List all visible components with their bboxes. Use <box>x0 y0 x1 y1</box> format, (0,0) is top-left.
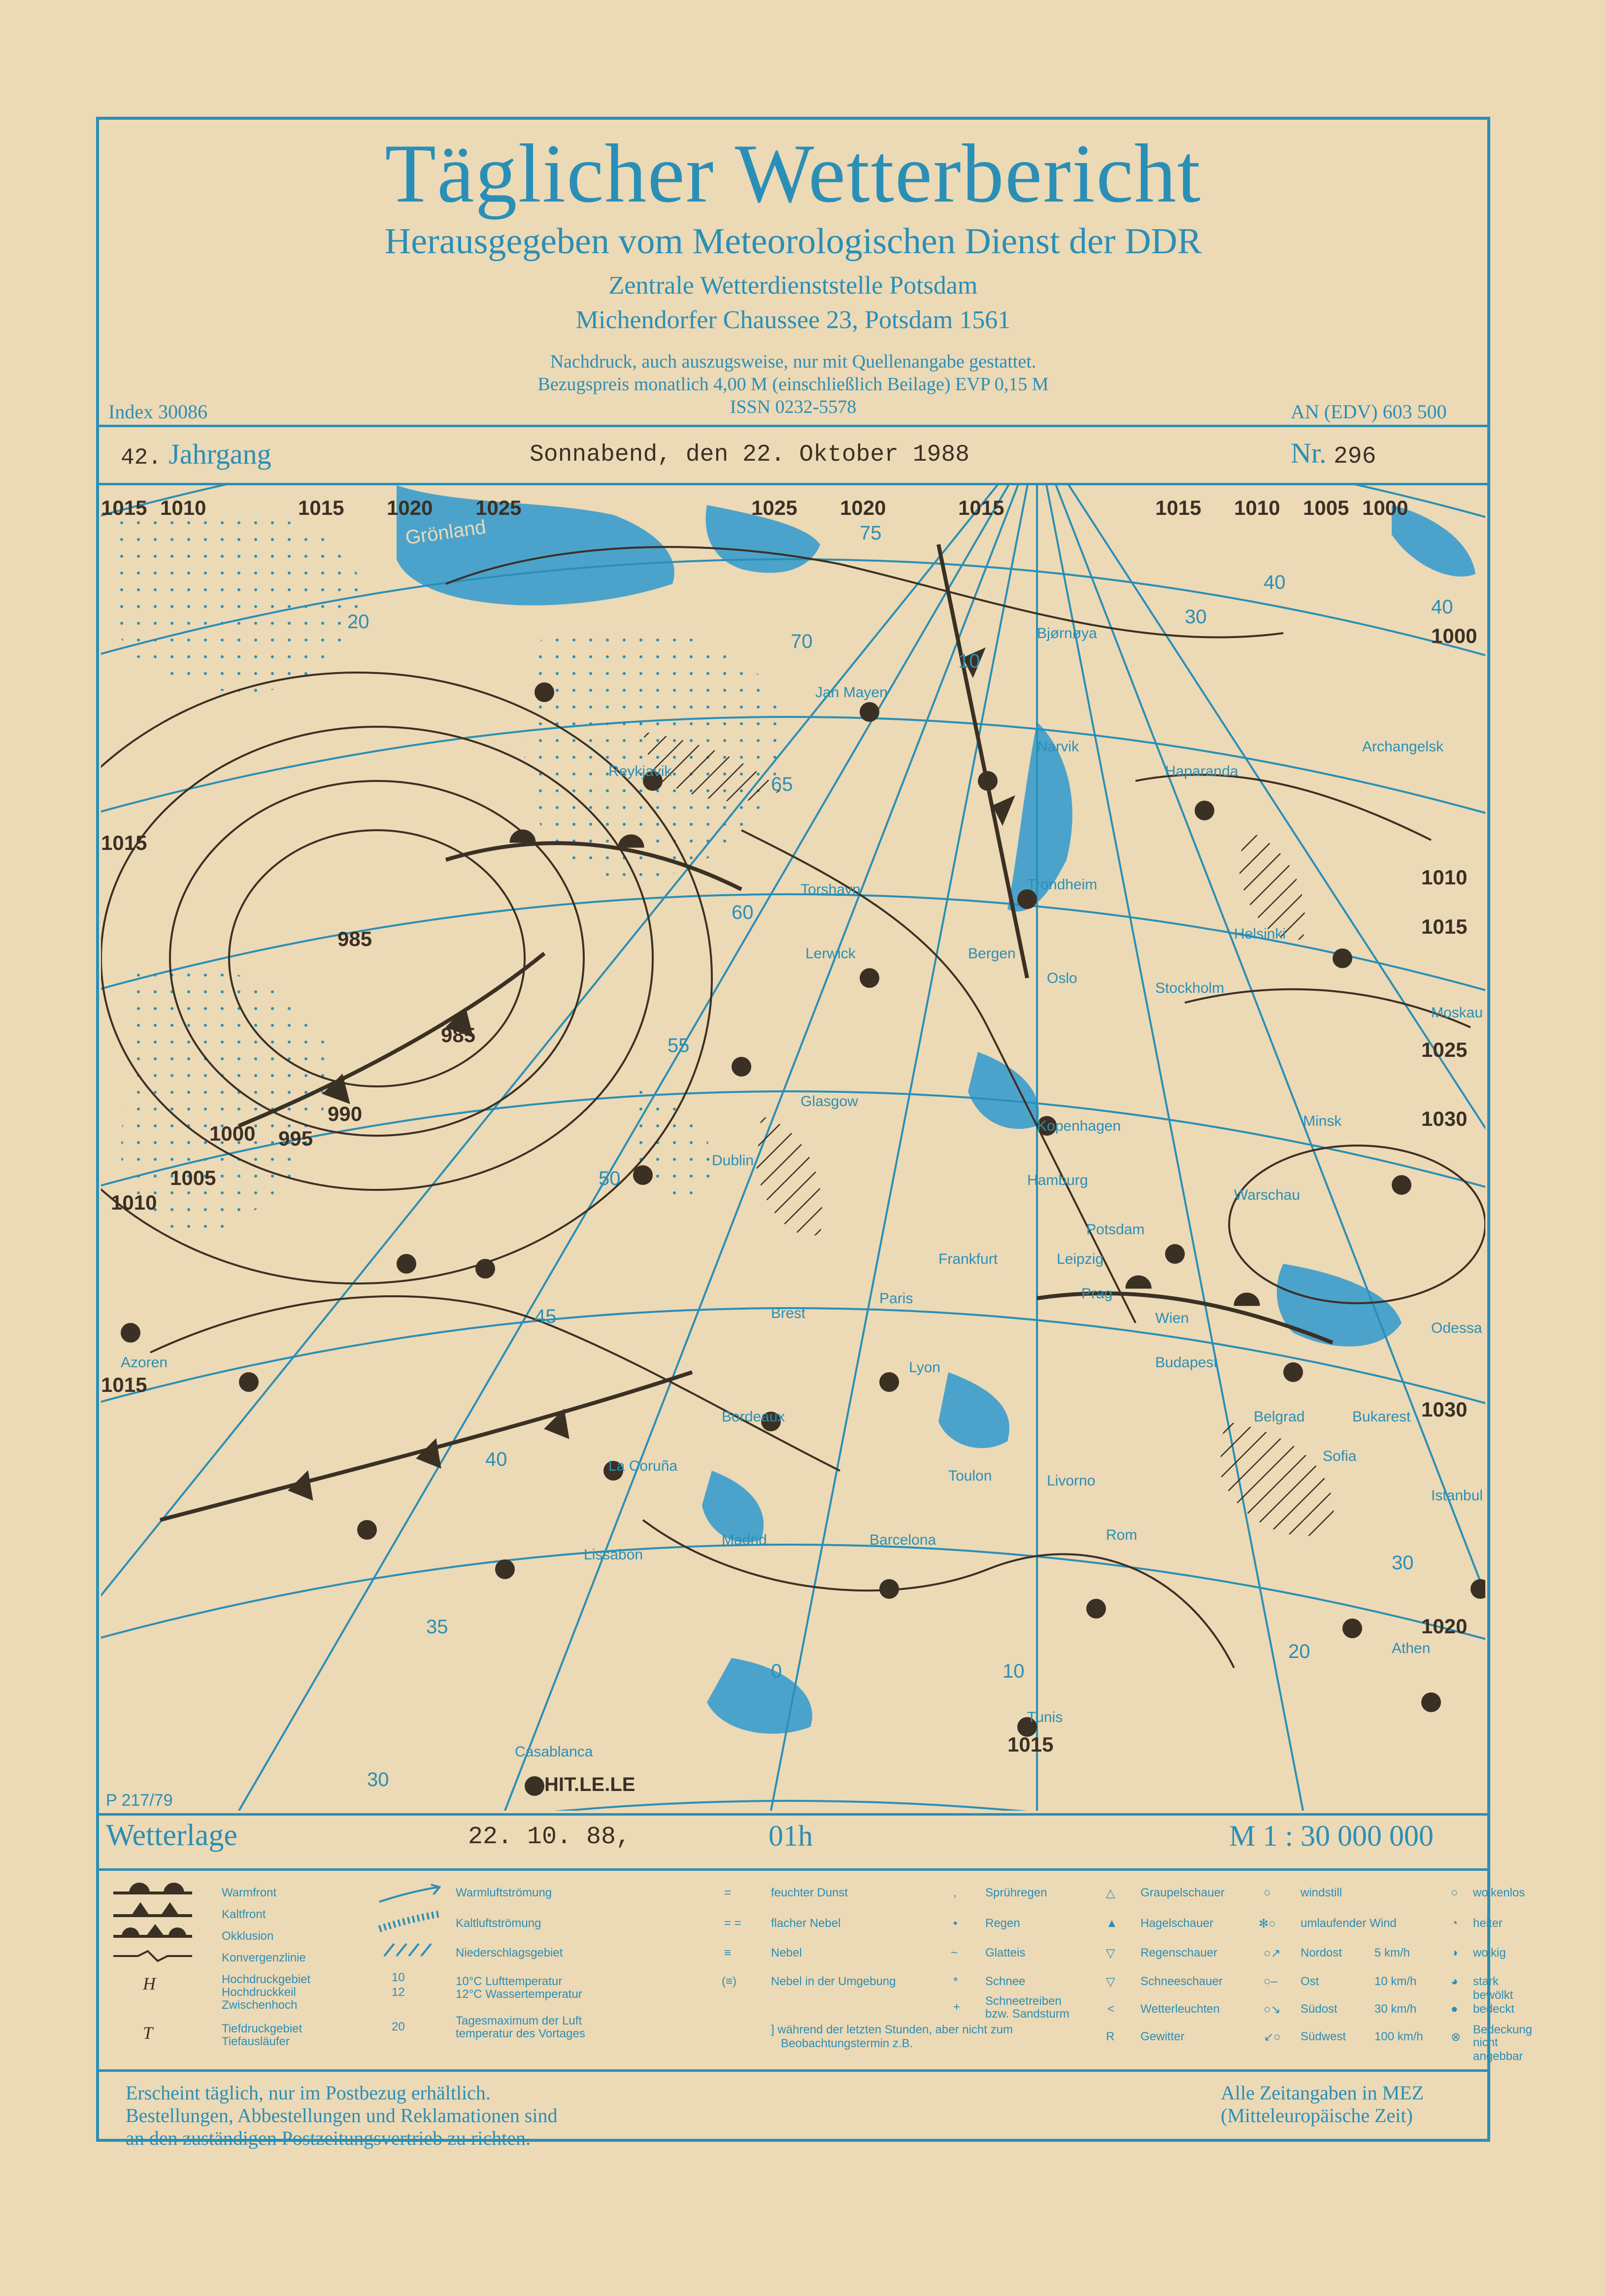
legend-tiefauslaufer: Tiefausläufer <box>222 2035 290 2048</box>
stark-bewoelkt-icon: ◕ <box>1451 1975 1458 1988</box>
legend-schneeschauer: Schneeschauer <box>1140 1975 1223 1988</box>
label-casablanca: Casablanca <box>515 1744 593 1760</box>
isobar-value: 985 <box>337 927 372 950</box>
graticule-labels <box>347 522 1453 1790</box>
lon-label: 10 <box>958 650 980 672</box>
isobar-value: 1020 <box>387 496 433 519</box>
legend-glatteis: Glatteis <box>985 1946 1026 1959</box>
wetterleuchten-icon: < <box>1107 2002 1115 2016</box>
label-kopenhagen: Kopenhagen <box>1037 1118 1121 1134</box>
sprühregen-icon: , <box>953 1886 957 1899</box>
legend-schneetreiben: Schneetreiben <box>985 1994 1062 2008</box>
label-frankfurt: Frankfurt <box>938 1251 998 1267</box>
label-odessa: Odessa <box>1431 1320 1482 1336</box>
label-azoren: Azoren <box>121 1354 168 1371</box>
legend-niederschlag: Niederschlagsgebiet <box>456 1946 563 1959</box>
suedwest-icon: ↙○ <box>1264 2030 1281 2044</box>
label-hamburg: Hamburg <box>1027 1172 1088 1188</box>
label-potsdam: Potsdam <box>1086 1221 1145 1238</box>
legend-suedost: Südost <box>1301 2002 1338 2016</box>
legend-lufttemp: 10°C Lufttemperatur <box>456 1975 563 1988</box>
label-paris: Paris <box>879 1290 913 1307</box>
label-torshavn: Torshavn <box>801 881 861 898</box>
isobar-value: 1025 <box>751 496 798 519</box>
legend-graupel: Graupelschauer <box>1140 1886 1225 1899</box>
label-sofia: Sofia <box>1323 1448 1357 1464</box>
isobar-value: 985 <box>441 1023 476 1047</box>
regen-icon: • <box>953 1917 958 1930</box>
label-groenland: Grönland <box>404 516 488 549</box>
isobar-value: 1020 <box>840 496 886 519</box>
bedeckt-icon: ● <box>1451 2002 1458 2016</box>
label-toulon: Toulon <box>948 1468 992 1484</box>
isobar-value: 1005 <box>170 1166 216 1189</box>
legend-feuchter-dunst: feuchter Dunst <box>771 1886 848 1899</box>
label-bergen: Bergen <box>968 945 1016 962</box>
label-dublin: Dublin <box>712 1152 754 1169</box>
index-number: Index 30086 <box>108 401 208 423</box>
heiter-icon: ◔ <box>1451 1917 1458 1930</box>
lat-label: 35 <box>426 1616 448 1638</box>
legend-konvergenz: Konvergenzlinie <box>222 1951 306 1964</box>
lon-label: 0 <box>771 1660 782 1682</box>
label-rom: Rom <box>1106 1527 1137 1543</box>
wolkig-icon: ◑ <box>1451 1946 1458 1959</box>
legend-umlaufend: umlaufender Wind <box>1301 1917 1397 1930</box>
schneeschauer-icon: ▽ <box>1106 1975 1115 1989</box>
legend-flacher-nebel: flacher Nebel <box>771 1917 841 1930</box>
legend-sym-10: 10 <box>392 1971 405 1984</box>
label-belgrad: Belgrad <box>1254 1409 1305 1425</box>
legend-wetterleuchten: Wetterleuchten <box>1140 2002 1220 2016</box>
legend-note1: ] während der letzten Stunden, aber nicht zum <box>771 2023 1013 2036</box>
svg-text:H: H <box>143 1974 156 1993</box>
print-code: P 217/79 <box>106 1791 173 1810</box>
isobar-value: 1000 <box>1362 496 1408 519</box>
label-oslo: Oslo <box>1047 970 1077 986</box>
legend-wolkenlos: wolkenlos <box>1473 1886 1525 1899</box>
legend-flow-symbols <box>374 1882 448 1966</box>
legend-suedwest: Südwest <box>1301 2030 1346 2043</box>
isobar-value: 995 <box>278 1127 313 1150</box>
isobar-value: 1015 <box>1007 1733 1054 1756</box>
lon-label: 10 <box>1003 1660 1025 1682</box>
isobar-value: 1030 <box>1421 1107 1468 1130</box>
label-stockholm: Stockholm <box>1155 980 1225 996</box>
isobar-value: 1015 <box>298 496 344 519</box>
footer-divider <box>96 2069 1490 2072</box>
legend-nebel-icon: ≡ <box>724 1946 732 1959</box>
address: Michendorfer Chaussee 23, Potsdam 1561 <box>575 306 1011 334</box>
legend-hochdruck: Hochdruckgebiet <box>222 1973 311 1986</box>
price-note: Bezugspreis monatlich 4,00 M (einschließlich Beilage) EVP 0,15 M <box>537 374 1049 395</box>
label-tunis: Tunis <box>1027 1709 1063 1725</box>
label-moskau: Moskau <box>1431 1005 1483 1021</box>
legend-nebel: Nebel <box>771 1946 802 1959</box>
warm-front <box>446 830 1333 1343</box>
legend-nicht-angebbar: nicht angebbar <box>1473 2036 1523 2063</box>
isobar-value: 1015 <box>101 1373 147 1396</box>
label-wien: Wien <box>1155 1310 1189 1326</box>
label-istanbul: Istanbul <box>1431 1487 1483 1504</box>
weather-map <box>101 485 1485 1811</box>
label-glasgow: Glasgow <box>801 1093 858 1110</box>
glatteis-icon: ~ <box>951 1946 958 1959</box>
lat-label: 75 <box>860 522 882 544</box>
label-reykjavik: Reykjavik <box>608 763 672 779</box>
issue-date: Sonnabend, den 22. Oktober 1988 <box>530 441 970 468</box>
legend-sym-20: 20 <box>392 2020 405 2033</box>
isobar-value: 1010 <box>1421 866 1468 889</box>
label-lyon: Lyon <box>909 1359 940 1376</box>
lon-label: 30 <box>1185 606 1207 628</box>
gewitter-icon: R <box>1106 2030 1115 2043</box>
label-atlas: HIT.LE.LE <box>544 1774 635 1795</box>
label-haparanda: Haparanda <box>1165 763 1238 779</box>
legend-warmfront: Warmfront <box>222 1886 277 1899</box>
label-la-coruna: La Coruña <box>608 1458 678 1474</box>
legend-dunst-icon: = <box>724 1886 732 1899</box>
graupel-icon: △ <box>1106 1887 1115 1900</box>
label-bjornoya: Bjørnøya <box>1037 625 1097 642</box>
speed-10: 10 km/h <box>1374 1975 1417 1988</box>
issue-number <box>1291 437 1376 470</box>
legend-flachnebel-icon: = = <box>724 1917 741 1930</box>
legend-tiefdruck: Tiefdruckgebiet <box>222 2022 302 2035</box>
footer-left <box>126 2082 558 2150</box>
umlaufend-icon: ✻○ <box>1259 1917 1276 1930</box>
lat-label: 65 <box>771 774 793 795</box>
legend-note2: Beobachtungstermin z.B. <box>781 2037 913 2050</box>
label-helsinki: Helsinki <box>1234 926 1286 942</box>
legend-ost: Ost <box>1301 1975 1319 1988</box>
footer-right <box>1221 2082 1424 2127</box>
page-title: Täglicher Wetterbericht <box>385 127 1202 220</box>
wolkenlos-icon: ○ <box>1451 1886 1458 1899</box>
isobar-value: 1015 <box>958 496 1004 519</box>
label-lerwick: Lerwick <box>805 945 856 962</box>
label-warschau: Warschau <box>1234 1187 1300 1203</box>
lon-label: 40 <box>1264 572 1286 593</box>
legend-nordost: Nordost <box>1301 1946 1342 1959</box>
isobar-value: 1010 <box>111 1191 157 1214</box>
isobar-value: 1005 <box>1303 496 1349 519</box>
svg-text:T: T <box>143 2023 153 2043</box>
lon-label: 30 <box>1392 1552 1414 1574</box>
speed-100: 100 km/h <box>1374 2030 1423 2043</box>
speed-30: 30 km/h <box>1374 2002 1417 2016</box>
legend-windstill: windstill <box>1301 1886 1342 1899</box>
ost-icon: ○– <box>1264 1975 1277 1988</box>
legend-top-border <box>96 1868 1490 1871</box>
label-lissabon: Lissabon <box>584 1547 643 1563</box>
legend-front-symbols <box>108 1882 197 2050</box>
an-edv-number: AN (EDV) 603 500 <box>1291 401 1447 423</box>
lat-label: 60 <box>732 902 754 923</box>
legend-zwischenhoch: Zwischenhoch <box>222 1998 298 2012</box>
legend-sym-12: 12 <box>392 1986 405 1999</box>
lat-label: 30 <box>367 1769 389 1790</box>
legend-sandsturm: bzw. Sandsturm <box>985 2007 1070 2021</box>
label-leipzig: Leipzig <box>1057 1251 1104 1267</box>
isobar-value: 1025 <box>475 496 522 519</box>
footer-line2: Bestellungen, Abbestellungen und Reklamationen sind <box>126 2104 558 2127</box>
nicht-angebbar-icon: ⊗ <box>1451 2030 1461 2044</box>
label-archangelsk: Archangelsk <box>1362 739 1444 755</box>
header-divider <box>96 425 1490 427</box>
legend-hochdruckkeil: Hochdruckkeil <box>222 1986 296 1999</box>
label-athen: Athen <box>1392 1640 1431 1656</box>
legend-gewitter: Gewitter <box>1140 2030 1185 2043</box>
schnee-icon: * <box>953 1975 958 1988</box>
legend-regenschauer: Regenschauer <box>1140 1946 1218 1959</box>
legend-wolkig: wolkig <box>1473 1946 1506 1959</box>
footer-line1: Erscheint täglich, nur im Postbezug erhältlich. <box>126 2082 491 2104</box>
legend-warmluft: Warmluftströmung <box>456 1886 552 1899</box>
nr-value: 296 <box>1334 443 1376 470</box>
lat-label: 55 <box>668 1035 690 1056</box>
label-bordeaux: Bordeaux <box>722 1409 785 1425</box>
lon-label: 40 <box>1431 596 1453 618</box>
isobar-value: 1015 <box>101 831 147 854</box>
isobar-value: 1030 <box>1421 1398 1468 1421</box>
isobar-value: 1015 <box>1421 915 1468 938</box>
lat-label: 70 <box>791 631 813 652</box>
label-livorno: Livorno <box>1047 1473 1096 1489</box>
lon-label: 20 <box>347 611 369 633</box>
legend-bedeckung: Bedeckung <box>1473 2023 1533 2036</box>
isobar-value: 1000 <box>209 1122 256 1145</box>
isobar-value: 990 <box>328 1102 363 1125</box>
legend-wassertemp: 12°C Wassertemperatur <box>456 1988 582 2001</box>
isobar-value: 1020 <box>1421 1615 1468 1638</box>
nordost-icon: ○↗ <box>1264 1947 1281 1960</box>
label-budapest: Budapest <box>1155 1354 1218 1371</box>
isobar-value: 1000 <box>1431 624 1477 647</box>
legend-nebelumg-icon: (≡) <box>722 1975 736 1988</box>
wetterlage-time: 01h <box>769 1820 813 1852</box>
nr-label: Nr. <box>1291 437 1327 469</box>
label-narvik: Narvik <box>1037 739 1079 755</box>
legend-kaltfront: Kaltfront <box>222 1908 266 1921</box>
legend-spruehregen: Sprühregen <box>985 1886 1047 1899</box>
label-brest: Brest <box>771 1305 806 1321</box>
issue-year <box>121 438 271 471</box>
lon-label: 20 <box>1288 1641 1310 1662</box>
label-trondheim: Trondheim <box>1027 877 1098 893</box>
isobar-value: 1010 <box>160 496 206 519</box>
legend-okklusion: Okklusion <box>222 1929 274 1943</box>
office: Zentrale Wetterdienststelle Potsdam <box>608 271 978 300</box>
legend-stark-bewoelkt: stark bewölkt <box>1473 1975 1513 2002</box>
publisher: Herausgegeben vom Meteorologischen Dienst der DDR <box>384 221 1202 262</box>
station-markers <box>121 682 1485 1796</box>
legend-bedeckt: bedeckt <box>1473 2002 1515 2016</box>
legend-regen: Regen <box>985 1917 1020 1930</box>
footer-right1: Alle Zeitangaben in MEZ <box>1221 2082 1424 2104</box>
schneetreiben-icon: + <box>953 2000 961 2014</box>
isobar-value: 1025 <box>1421 1038 1468 1061</box>
regenschauer-icon: ▽ <box>1106 1947 1115 1960</box>
year-number: 42. <box>121 445 162 471</box>
label-prag: Prag <box>1081 1285 1113 1302</box>
isobar-value: 1010 <box>1234 496 1280 519</box>
legend-schnee: Schnee <box>985 1975 1026 1988</box>
label-barcelona: Barcelona <box>869 1532 936 1548</box>
speed-5: 5 km/h <box>1374 1946 1410 1959</box>
windstill-icon: ○ <box>1264 1886 1271 1899</box>
legend-hagel: Hagelschauer <box>1140 1917 1214 1930</box>
label-bukarest: Bukarest <box>1352 1409 1411 1425</box>
lat-label: 50 <box>599 1168 621 1189</box>
legend-tagesmax: Tagesmaximum der Luft <box>456 2014 582 2027</box>
isobar-value: 1015 <box>101 496 147 519</box>
legend-tagesmax2: temperatur des Vortages <box>456 2027 585 2040</box>
label-madrid: Madrid <box>722 1532 767 1548</box>
label-janmayen: Jan Mayen <box>815 684 888 701</box>
year-label: Jahrgang <box>168 438 271 470</box>
legend-heiter: heiter <box>1473 1917 1503 1930</box>
legend-kaltluft: Kaltluftströmung <box>456 1917 541 1930</box>
footer-right2: (Mitteleuropäische Zeit) <box>1221 2104 1413 2127</box>
wetterlage-date: 22. 10. 88, <box>468 1823 631 1851</box>
lat-label: 40 <box>485 1449 507 1470</box>
map-scale: M 1 : 30 000 000 <box>1229 1820 1434 1852</box>
wetterlage-label: Wetterlage <box>106 1819 237 1852</box>
legend <box>99 1872 1533 2069</box>
issn: ISSN 0232-5578 <box>730 397 857 417</box>
reprint-note: Nachdruck, auch auszugsweise, nur mit Quellenangabe gestattet. <box>550 351 1037 372</box>
legend-nebel-umgebung: Nebel in der Umgebung <box>771 1975 896 1988</box>
label-minsk: Minsk <box>1303 1113 1342 1129</box>
suedost-icon: ○↘ <box>1264 2003 1281 2016</box>
lat-label: 45 <box>535 1306 557 1327</box>
footer-line3: an den zuständigen Postzeitungsvertrieb zu richten. <box>126 2127 531 2149</box>
hagel-icon: ▲ <box>1106 1917 1118 1930</box>
map-bottom-border <box>96 1813 1490 1816</box>
isobar-value: 1015 <box>1155 496 1202 519</box>
